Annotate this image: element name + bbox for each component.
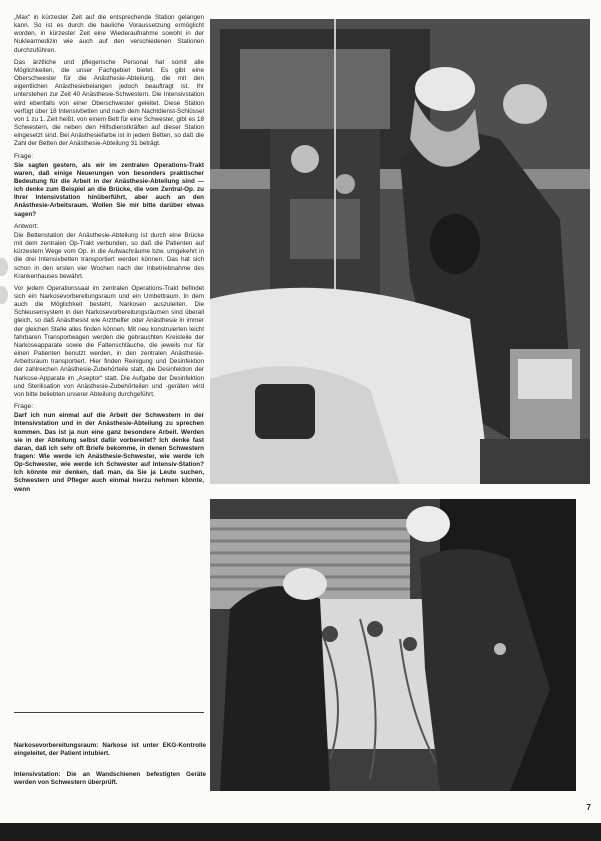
body-paragraph: Vor jedem Operationssaal im zentralen Operations-Trakt befindet sich ein Narkosevorbereitungsraum und ein Umbettraum. In dem auch die Möglichkeit besteht, Narkosen auszuleiten. Die Schleusensystem in den Narkosevorbereitungsräumen sind überall gleich, so daß Anästhesist wie Arzthelfer oder Anästhesie in immer der gleichen Stelle alles finden können. Mit neu konstruierten leicht fahrbaren Transportwagen werden die gebrauchten Kreisteile der Narkoseapparate sowie die Faltenschläuche, die jeweils nur für einen Patienten benutzt werden, in den zentralen Anästhesie-Arbeitsraum transportiert. Hier finden Reinigung und Desinfektion der zahlreichen Anästhesie-Zubehörteile statt, die Desinfektion der Narkose-Apparate im „Aseptor“ statt. Die Aufgabe der Desinfektion und Sterilisation von Anästhesie-Zubehörteilen und -geräten wird von bitte beliebten unserer Abteilung durchgeführt. <box>14 284 204 398</box>
article-column <box>14 14 204 498</box>
punch-hole <box>0 286 8 304</box>
scan-edge-band <box>0 823 601 841</box>
photo-illustration <box>210 19 590 484</box>
qa-label: Frage: <box>14 152 34 160</box>
question-paragraph: Sie sagten gestern, als wir im zentralen Operations-Trakt waren, daß einige Neuerungen von besonders praktischer Bedeutung für die Arbeit in der Anästhesie-Abteilung sind — ich denke zum Beispiel an die Brücke, die vom Zentral-Op. zu Ihrer Intensivstation hinüberführt, aber auch an den Anästhesie-Arbeitsraum. Wollen Sie mir bitte darüber etwas sagen? <box>14 161 204 218</box>
question-paragraph: Darf ich nun einmal auf die Arbeit der Schwestern in der Intensivstation und in der Anästhesie-Abteilung zu sprechen kommen. Das ist ja nun eine ganz besondere Arbeit. Werden sie in der Abteilung selbst dafür vorbereitet? Ich denke fast daran, daß ich sehr oft Briefe bekomme, in denen Schwestern fragen: Wie werde ich Anästhesie-Schwester, wie werde ich Op-Schwester, wie werde ich Schwester auf Intensiv-Station? Ich könnte mir denken, daß man, da Sie ja Leute suchen, Schwestern und Pfleger auch einmal hierzu nehmen könnte, wenn <box>14 412 204 493</box>
qa-label: Frage: <box>14 403 34 411</box>
photo-illustration <box>210 499 576 791</box>
caption-text: Narkose ist unter EKG-Kontrolle eingeleitet, der Patient intubiert. <box>14 742 206 758</box>
caption-intensive-care <box>14 771 206 787</box>
caption-divider <box>14 712 204 713</box>
body-paragraph: Das ärztliche und pflegerische Personal hat somit alle Möglichkeiten, die unser Fachgebiet bietet. Es gibt eine Oberschwester für die Anästhesie-Abteilung, die mit den eigentlichen Anästhesiebelangen jedoch beauftragt ist. Ihr unterstehen zur Zeit 40 Anästhesie-Schwestern. Die Intensivstation wird ebenfalls von einer Oberschwester geleitet. Diese Station verfügt über 18 Intensivbetten und nach dem Nachtdienst-Schlüssel von 1 zu 1. Zeit heißt, von einem Bett für eine Schwester, gibt es 18 Schwestern, die neben den Hilfsdienstkräften auf dieser Station eingesetzt sind. Bei Anästhesiefarbe ist in jedem Betten, so daß die Zahl der Betten der Anästhesie-Abteilung 31 beträgt. <box>14 58 204 148</box>
punch-hole <box>0 258 8 276</box>
qa-label: Antwort: <box>14 222 39 230</box>
anesthesia-prep-room-photo <box>210 19 590 484</box>
body-paragraph: Die Bettenstation der Anästhesie-Abteilung ist durch eine Brücke mit dem zentralen Op-Trakt verbunden, so daß die Patienten auf kürzestem Wege vom Op. in die Aufwachräume bzw. umgekehrt in die drei Intensivbetten transportiert werden können. Das hat sich schon in den ersten vier Wochen nach der Inbetriebnahme des Krankenhauses bewährt. <box>14 231 204 280</box>
caption-anesthesia-prep <box>14 742 206 758</box>
caption-lead: Narkosevorbereitungsraum: <box>14 742 99 749</box>
page-number: 7 <box>586 803 591 812</box>
intensive-care-equipment-photo <box>210 499 576 791</box>
caption-lead: Intensivstation: <box>14 771 61 778</box>
body-paragraph: „Max“ in kürzester Zeit auf die entsprechende Station gelangen kann. So ist es durch die bauliche Voraussetzung ermöglicht worden, in kürzester Zeit eine Wiederaufnahme sowohl in der Nuklearmedizin wie auch auf den verschiedenen Stationen durchzuführen. <box>14 14 204 54</box>
caption-text: Die an Wandschienen befestigten Geräte werden von Schwestern überprüft. <box>14 771 206 787</box>
